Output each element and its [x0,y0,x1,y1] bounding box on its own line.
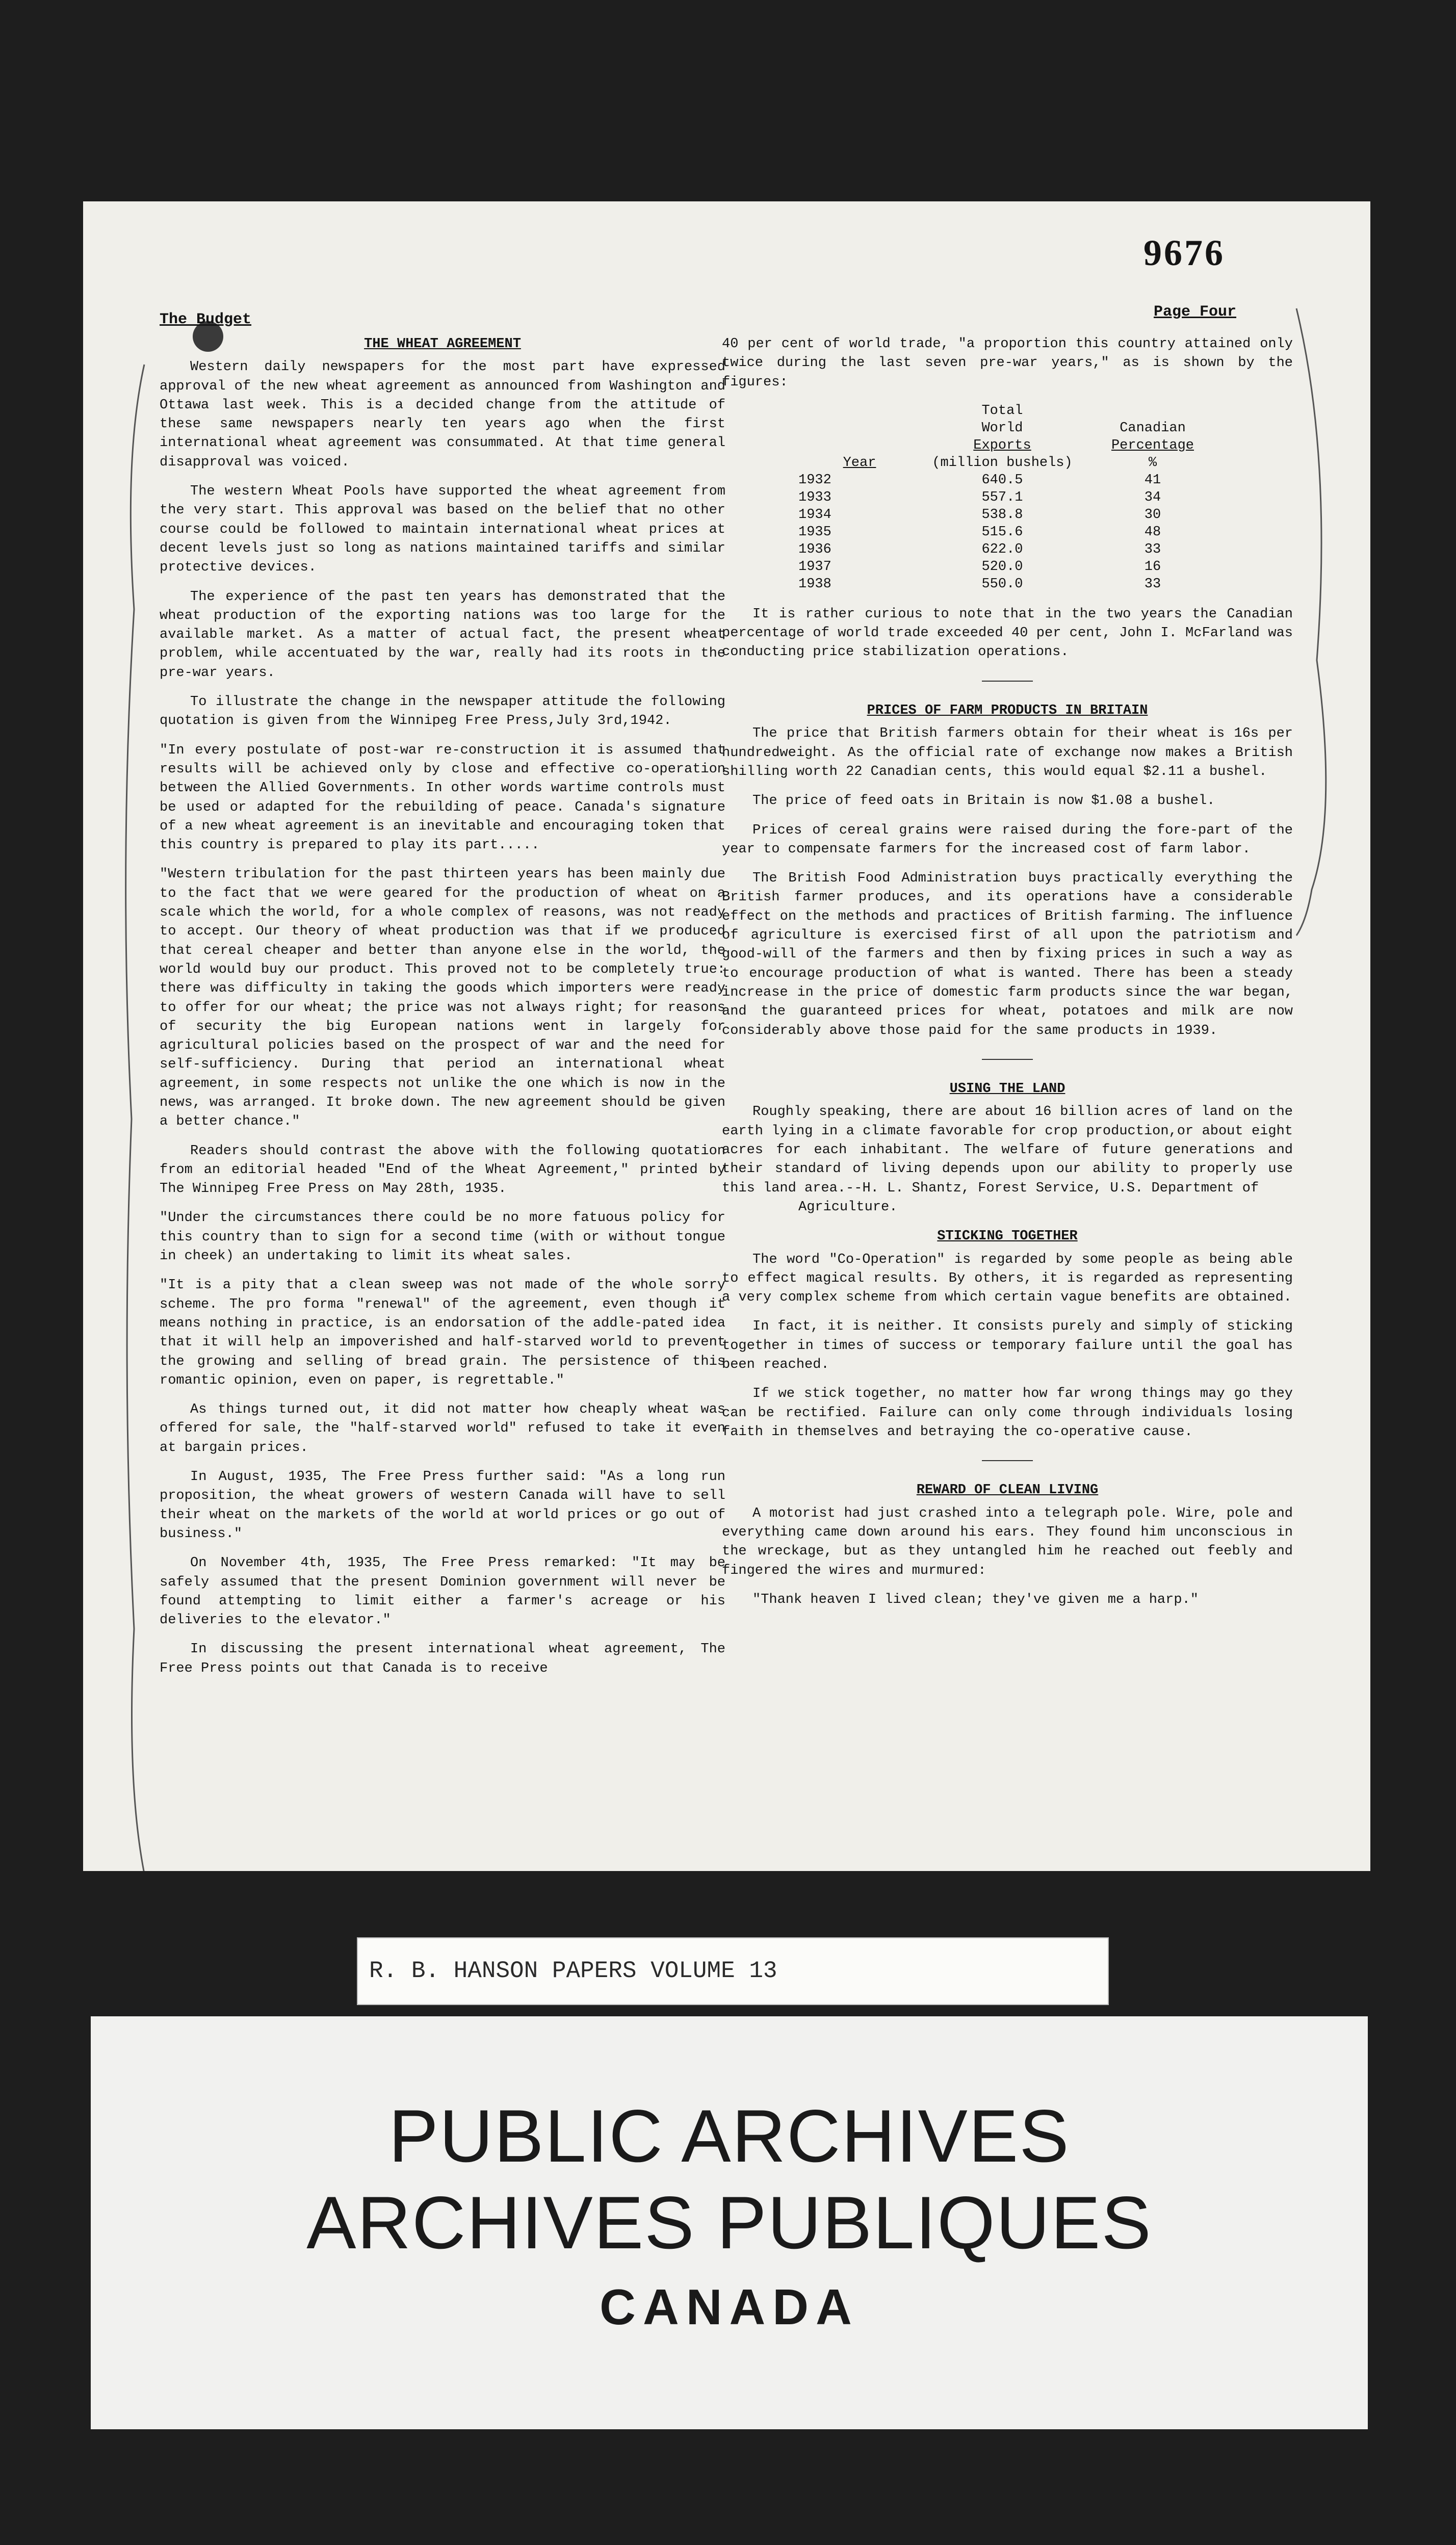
paragraph: Western daily newspapers for the most part have expressed approval of the new wheat agreement as announced from Washington and Ottawa last week. This is a decided change from the attitude of these same newspapers nearly ten years ago when the first international wheat agreement was consummated. At that time general disapproval was voiced. [160,359,725,470]
attribution: Agriculture. [798,1199,898,1215]
archives-stamp [91,2016,1368,2429]
quotation: "Under the circumstances there could be no more fatuous policy for this country than to sign for a second time (with or without tongue in cheek) an undertaking to limit its wheat sales. [160,1210,725,1264]
paragraph: The price of feed oats in Britain is now $1.08 a bushel. [752,793,1215,809]
paragraph: A motorist had just crashed into a telegraph pole. Wire, pole and everything came down around his ears. They found him unconscious in the wreckage, but as they untangled him he reached out feebly and fingered the wires and murmured: [722,1505,1293,1578]
paragraph: Readers should contrast the above with the following quotation from an editorial headed "End of the Wheat Agreement," printed by The Winnipeg Free Press on May 28th, 1935. [160,1143,725,1197]
paragraph: The price that British farmers obtain for their wheat is 16s per hundredweight. As the official rate of exchange now makes a British shilling worth 22 Canadian cents, this would equal $2.11 a bushel. [722,726,1293,780]
quotation: "Western tribulation for the past thirteen years has been mainly due to the fact that we were geared for the production of wheat on a scale which the world, for a whole complex of reasons, was not ready to accept. Our theory of wheat production was that if we produced that cereal cheaper and better than anyone else in the world, the world would buy our product. This proved not to be completely true: there was difficulty in taking the goods which importers were ready to offer for our wheat; the price was not always right; for reasons of security the big European nations went in largely for agricultural policies based on the prospect of war and the need for self-sufficiency. During that period an international wheat agreement, in some respects not unlike the one which is now in the news, was arranged. It broke down. The new agreement should be given a better chance." [160,867,725,1130]
paragraph: The western Wheat Pools have supported the wheat agreement from the very start. This approval was based on the belief that no other course could be followed to maintain international wheat prices at decent levels just so long as nations maintained tariffs and similar protective devices. [160,484,725,576]
wheat-exports-table [798,402,1221,593]
article-title-wheat: THE WHEAT AGREEMENT [364,336,521,352]
margin-bracket-right [1291,303,1342,966]
header-left: The Budget [160,311,252,328]
table-row: 1937 520.0 16 [798,559,1161,575]
paragraph: 40 per cent of world trade, "a proportion this country attained only twice during the last seven pre-war years," as is shown by the figures: [722,336,1293,390]
paragraph: In fact, it is neither. It consists purely and simply of sticking together in times of success or temporary failure until the goal has been reached. [722,1319,1293,1372]
paragraph: Prices of cereal grains were raised during the fore-part of the year to compensate farmers for the increased cost of farm labor. [722,822,1293,857]
table-row: 1938 550.0 33 [798,576,1161,592]
quotation: "It is a pity that a clean sweep was not made of the whole sorry scheme. The pro forma "renewal" of the agreement, even though it means nothing in practice, is an endorsation of the addle-pated idea that it will help an impoverished and half-starved world to prevent the growing and selling of bread grain. The persistence of this romantic opinion, even on paper, is regrettable." [160,1278,725,1388]
paragraph: The experience of the past ten years has demonstrated that the wheat production of the exporting nations was too large for the available market. As a matter of actual fact, the present wheat problem, while accentuated by the war, really had its roots in the pre-war years. [160,589,725,681]
quotation: "In every postulate of post-war re-construction it is assumed that results will be achieved only by close and effective co-operation between the Allied Governments. In other words wartime controls must be used or adapted for the rebuilding of peace. Canada's signature of a new wheat agreement is an inevitable and encouraging token that this country is prepared to play its part..... [160,742,725,853]
page-number: 9676 [1143,232,1225,273]
paragraph: The British Food Administration buys practically everything the British farmer produces, and its operations have a considerable effect on the methods and practices of British farming. The influence of agriculture is exercised first of all upon the patriotism and good-will of the farmers and then by fixing prices in such a way as to encourage production of what is wanted. There has been a steady increase in the price of domestic farm products since the war began, and the guaranteed prices for wheat, potatoes and milk are now considerably above those paid for the same products in 1939. [722,871,1293,1038]
article-title-land: USING THE LAND [949,1081,1065,1097]
article-title-prices: PRICES OF FARM PRODUCTS IN BRITAIN [867,703,1148,719]
table-header-year: Year [843,455,876,471]
table-header-exports: Total World Exports (million bushels) [932,403,1073,471]
section-divider [722,673,1293,692]
stamp-line-3: CANADA [600,2279,859,2335]
table-row: 1935 515.6 48 [798,524,1161,540]
stamp-line-1: PUBLIC ARCHIVES [388,2094,1070,2177]
table-header-percentage: Canadian Percentage % [1111,420,1194,471]
paragraph: In August, 1935, The Free Press further said: "As a long run proposition, the wheat growers of western Canada will have to sell their wheat on the markets of the world at world prices or go out of business." [160,1469,725,1542]
paragraph: As things turned out, it did not matter how cheaply wheat was offered for sale, the "half-starved world" refused to take it even at bargain prices. [160,1402,725,1456]
paragraph: It is rather curious to note that in the two years the Canadian percentage of world trade exceeded 40 per cent, John I. McFarland was conducting price stabilization operations. [722,606,1293,660]
stamp-line-2: ARCHIVES PUBLIQUES [306,2181,1152,2264]
paragraph: The word "Co-Operation" is regarded by some people as being able to effect magical results. By others, it is regarded as representing a very complex scheme from which certain vague benefits are obtained. [722,1252,1293,1306]
document-page [83,201,1370,1871]
table-row: 1933 557.1 34 [798,489,1161,505]
paragraph: In discussing the present international wheat agreement, The Free Press points out that Canada is to receive [160,1642,725,1676]
left-column [160,335,725,1689]
section-divider [722,1453,1293,1472]
article-title-sticking: STICKING TOGETHER [937,1229,1078,1244]
margin-bracket-left [114,354,154,1871]
paragraph: To illustrate the change in the newspaper attitude the following quotation is given from the Winnipeg Free Press,July 3rd,1942. [160,694,725,729]
header-right: Page Four [1154,303,1237,321]
volume-label: R. B. HANSON PAPERS VOLUME 13 [357,1937,1109,2005]
paragraph: Roughly speaking, there are about 16 billion acres of land on the earth lying in a climate favorable for crop production,or about eight acres for each inhabitant. The welfare of future generations and their standard of living depends upon our ability to properly use this land area.--H. L. Shantz, Forest Service, U.S. Department of [722,1104,1293,1196]
table-row: 1932 640.5 41 [798,472,1161,488]
table-row: 1936 622.0 33 [798,541,1161,557]
section-divider [722,1052,1293,1071]
paragraph: If we stick together, no matter how far wrong things may go they can be rectified. Failure can only come through individuals losing faith in themselves and betraying the co-operative cause. [722,1386,1293,1440]
paragraph: "Thank heaven I lived clean; they've given me a harp." [752,1592,1199,1607]
right-column [722,335,1293,1620]
article-title-reward: REWARD OF CLEAN LIVING [916,1483,1099,1498]
paragraph: On November 4th, 1935, The Free Press remarked: "It may be safely assumed that the present Dominion government will never be found attempting to limit either a farmer's acreage or his deliveries to the elevator." [160,1555,725,1628]
table-row: 1934 538.8 30 [798,507,1161,523]
